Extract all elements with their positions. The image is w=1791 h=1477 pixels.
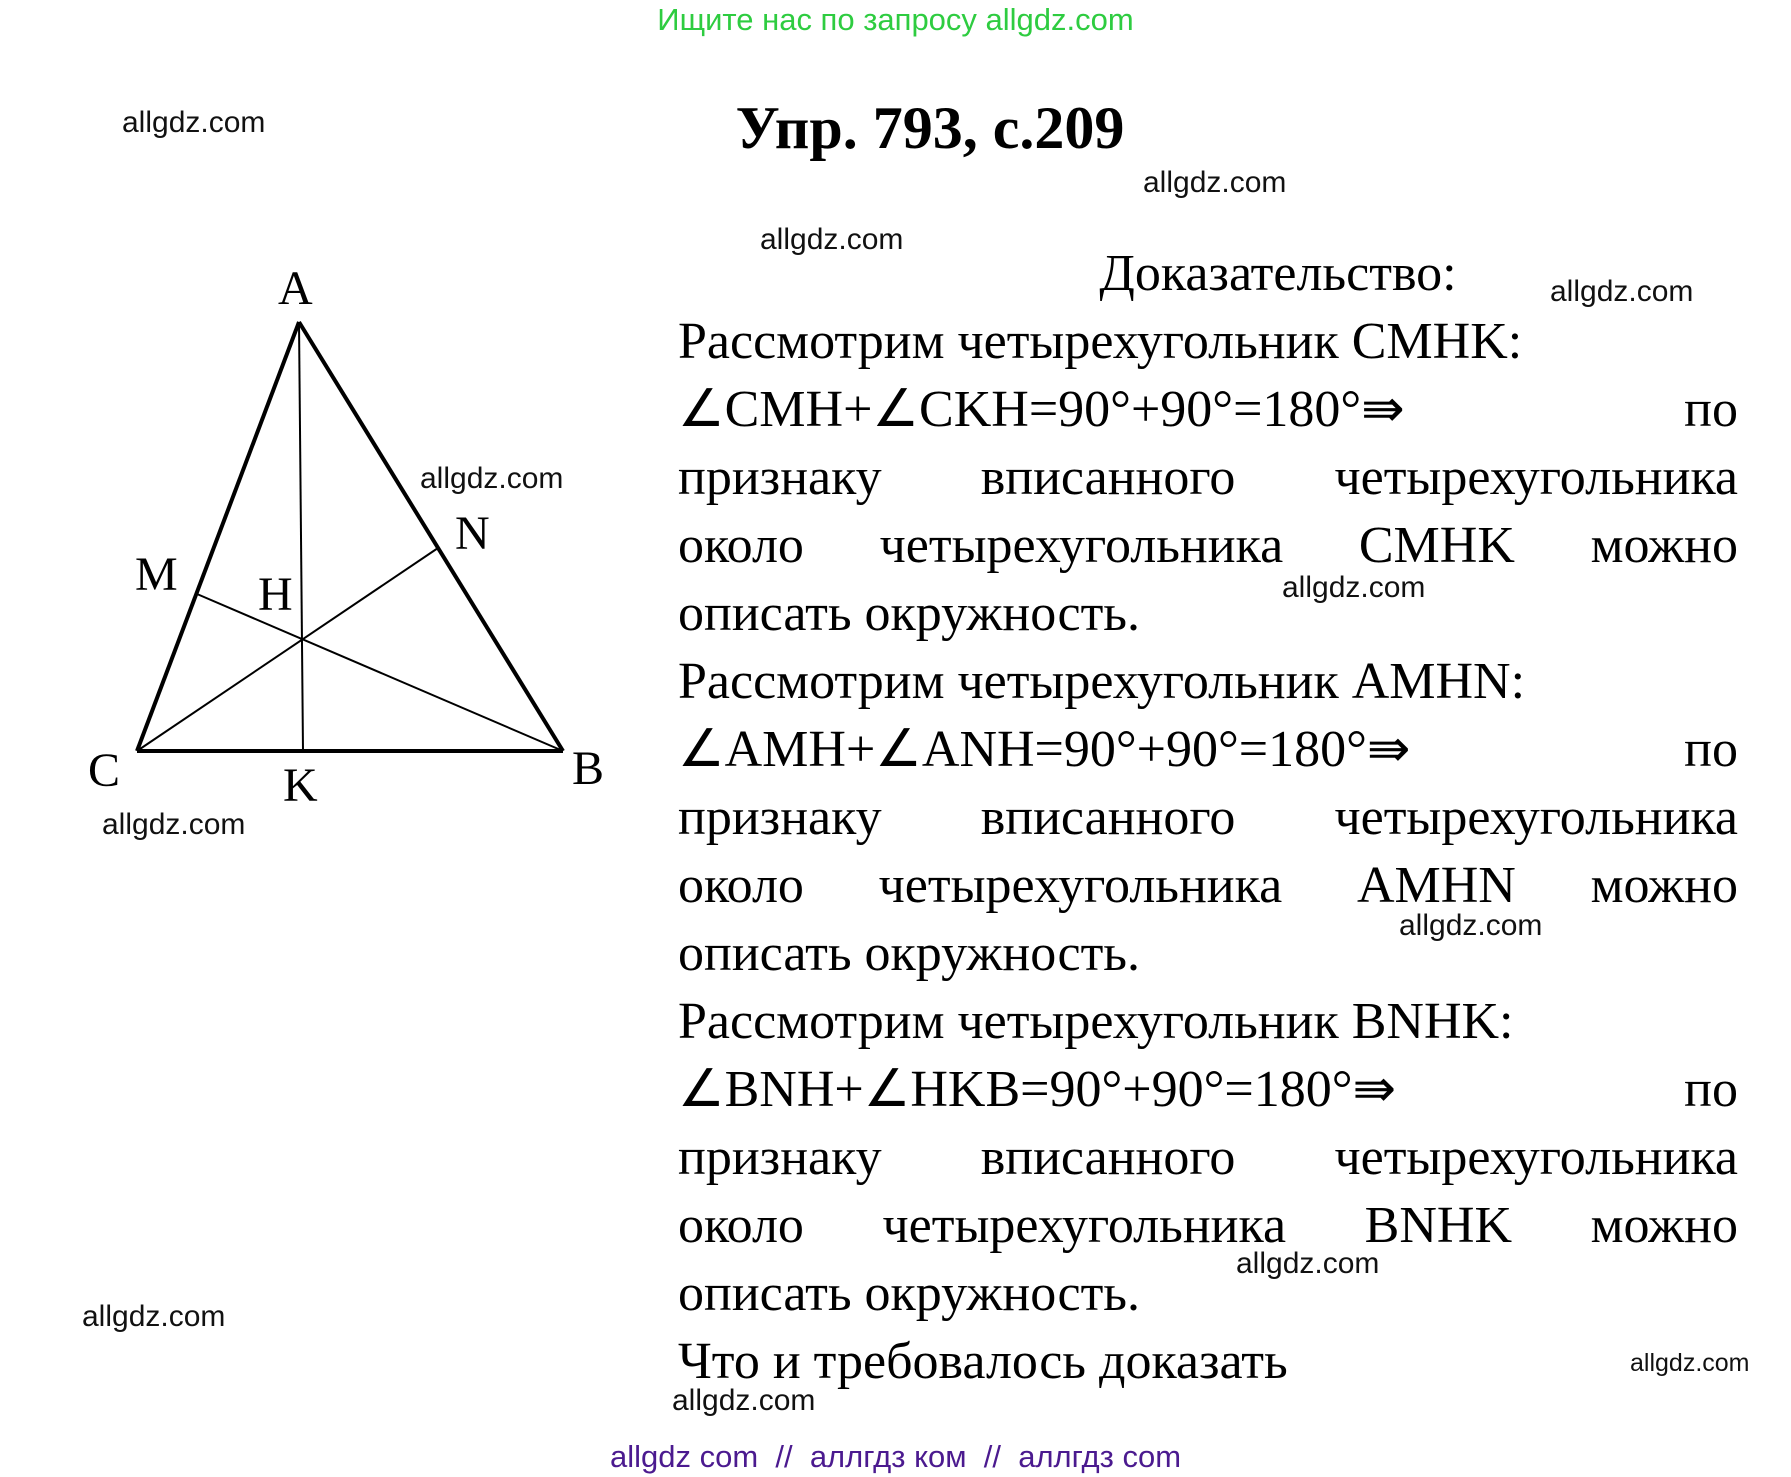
proof-line: ∠CMH+∠CKH=90°+90°=180°⇛ по [678,381,1738,438]
watermark: allgdz.com [82,1300,226,1333]
proof-line: признаку вписанного четырехугольника [678,789,1738,846]
proof-conclusion: Что и требовалось доказать [678,1333,1288,1390]
side-ab [299,322,563,751]
watermark: allgdz.com [122,106,266,139]
label-k: K [283,759,318,812]
proof-line: описать окружность. [678,925,1141,982]
proof-line: описать окружность. [678,1265,1141,1322]
label-h: H [258,568,293,621]
label-m: M [135,548,178,601]
proof-line: ∠BNH+∠HKB=90°+90°=180°⇛ по [678,1061,1738,1118]
watermark: allgdz.com [1143,166,1287,199]
watermark: allgdz.com [760,223,904,256]
proof-line: описать окружность. [678,585,1141,642]
watermark: allgdz.com [1282,571,1426,604]
proof-line: признаку вписанного четырехугольника [678,1129,1738,1186]
watermark: allgdz.com [1550,275,1694,308]
proof-line: Рассмотрим четырехугольник BNHK: [678,993,1514,1050]
proof-heading: Доказательство: [1099,245,1457,302]
bottom-banner: allgdz com // аллгдз ком // аллгдз com [609,1439,1182,1474]
label-a: A [278,262,313,315]
watermark: allgdz.com [672,1384,816,1417]
watermark: allgdz.com [1399,909,1543,942]
watermark: allgdz.com [1630,1349,1750,1377]
proof-line: Рассмотрим четырехугольник CMHK: [678,313,1523,370]
watermark: allgdz.com [420,462,564,495]
proof-line: признаку вписанного четырехугольника [678,449,1738,506]
triangle-figure [0,0,640,820]
altitude-ak [299,322,303,751]
top-banner: Ищите нас по запросу allgdz.com [657,2,1134,37]
label-c: C [88,744,121,797]
proof-line: около четырехугольника BNHK можно [678,1197,1738,1254]
proof-line: Рассмотрим четырехугольник AMHN: [678,653,1526,710]
exercise-title: Упр. 793, с.209 [735,95,1125,161]
side-ac [137,322,299,751]
label-n: N [455,507,490,560]
proof-line: ∠AMH+∠ANH=90°+90°=180°⇛ по [678,721,1738,778]
proof-line: около четырехугольника AMHN можно [678,857,1738,914]
watermark: allgdz.com [102,808,246,841]
proof-text [678,240,1738,1396]
label-b: B [572,742,605,795]
proof-line: около четырехугольника CMHK можно [678,517,1738,574]
watermark: allgdz.com [1236,1247,1380,1280]
